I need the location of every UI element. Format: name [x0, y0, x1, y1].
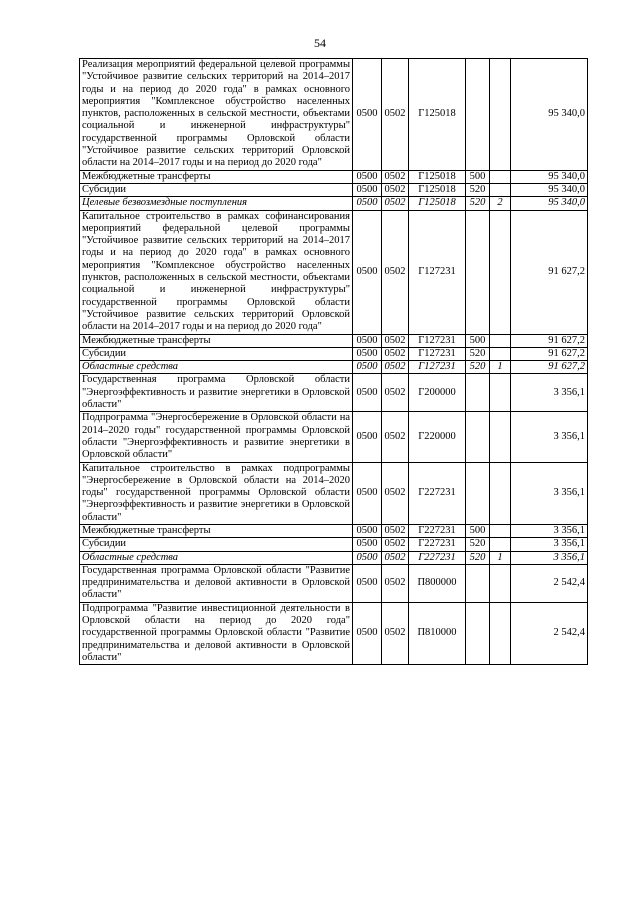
row-expense-type — [466, 564, 490, 602]
row-kosgu — [490, 564, 511, 602]
row-expense-type: 520 — [466, 361, 490, 374]
row-kosgu — [490, 210, 511, 334]
row-target-article: Г125018 — [409, 183, 466, 196]
row-name: Межбюджетные трансферты — [80, 334, 353, 347]
row-target-article: Г125018 — [409, 197, 466, 210]
row-expense-type — [466, 412, 490, 462]
table-row — [80, 551, 588, 564]
row-sum: 91 627,2 — [511, 334, 588, 347]
row-name: Субсидии — [80, 538, 353, 551]
row-expense-type: 520 — [466, 538, 490, 551]
row-sum: 91 627,2 — [511, 347, 588, 360]
row-expense-type: 500 — [466, 170, 490, 183]
row-kosgu — [490, 602, 511, 664]
row-expense-type: 500 — [466, 524, 490, 537]
table-row — [80, 334, 588, 347]
row-expense-type — [466, 602, 490, 664]
row-sum: 3 356,1 — [511, 374, 588, 412]
row-kosgu — [490, 170, 511, 183]
row-kosgu — [490, 334, 511, 347]
row-sum: 3 356,1 — [511, 538, 588, 551]
row-target-article: Г227231 — [409, 551, 466, 564]
row-subsection: 0502 — [382, 197, 409, 210]
row-kosgu — [490, 347, 511, 360]
table-row — [80, 564, 588, 602]
row-name: Подпрограмма "Развитие инвестиционной деятельности в Орловской области на период до 2020 года" государственной программы Орловской области "Развитие предпринимательства и деловой активности в Орловской области" — [80, 602, 353, 664]
row-section: 0500 — [353, 183, 382, 196]
table-row — [80, 524, 588, 537]
row-section: 0500 — [353, 538, 382, 551]
row-expense-type — [466, 462, 490, 524]
row-subsection: 0502 — [382, 551, 409, 564]
row-name: Областные средства — [80, 361, 353, 374]
row-section: 0500 — [353, 347, 382, 360]
row-sum: 3 356,1 — [511, 524, 588, 537]
row-sum: 95 340,0 — [511, 197, 588, 210]
row-target-article: Г127231 — [409, 334, 466, 347]
row-target-article: Г127231 — [409, 361, 466, 374]
row-expense-type: 520 — [466, 197, 490, 210]
row-expense-type — [466, 210, 490, 334]
row-expense-type: 500 — [466, 334, 490, 347]
row-subsection: 0502 — [382, 602, 409, 664]
row-name: Субсидии — [80, 183, 353, 196]
page-number: 54 — [314, 36, 326, 50]
row-kosgu — [490, 412, 511, 462]
row-name: Межбюджетные трансферты — [80, 170, 353, 183]
row-name: Государственная программа Орловской области "Энергоэффективность и развитие энергетики в Орловской области" — [80, 374, 353, 412]
row-sum: 95 340,0 — [511, 59, 588, 171]
row-section: 0500 — [353, 551, 382, 564]
row-expense-type — [466, 59, 490, 171]
row-kosgu — [490, 538, 511, 551]
row-kosgu — [490, 59, 511, 171]
row-subsection: 0502 — [382, 334, 409, 347]
table-row — [80, 374, 588, 412]
row-section: 0500 — [353, 59, 382, 171]
row-name: Целевые безвозмездные поступления — [80, 197, 353, 210]
row-section: 0500 — [353, 564, 382, 602]
table-row — [80, 210, 588, 334]
row-section: 0500 — [353, 462, 382, 524]
row-target-article: Г200000 — [409, 374, 466, 412]
row-subsection: 0502 — [382, 183, 409, 196]
row-name: Подпрограмма "Энергосбережение в Орловской области на 2014–2020 годы" государственной программы Орловской области "Энергоэффективность и развитие энергетики в Орловской области" — [80, 412, 353, 462]
row-sum: 2 542,4 — [511, 564, 588, 602]
row-target-article: Г227231 — [409, 462, 466, 524]
table-row — [80, 183, 588, 196]
row-sum: 95 340,0 — [511, 183, 588, 196]
row-kosgu: 1 — [490, 551, 511, 564]
row-target-article: Г125018 — [409, 170, 466, 183]
row-name: Реализация мероприятий федеральной целевой программы "Устойчивое развитие сельских территорий на 2014–2017 годы и на период до 2020 года" в рамках основного мероприятия "Комплексное обустройство населенных пунктов, расположенных в сельской местности, объектами социальной и инженерной инфраструктуры" государственной программы Орловской области "Устойчивое развитие сельских территорий Орловской области на 2014–2017 годы и на период до 2020 года" — [80, 59, 353, 171]
table-row — [80, 462, 588, 524]
row-sum: 91 627,2 — [511, 210, 588, 334]
row-subsection: 0502 — [382, 210, 409, 334]
row-sum: 3 356,1 — [511, 551, 588, 564]
row-subsection: 0502 — [382, 59, 409, 171]
row-section: 0500 — [353, 412, 382, 462]
row-kosgu: 2 — [490, 197, 511, 210]
row-section: 0500 — [353, 602, 382, 664]
row-subsection: 0502 — [382, 538, 409, 551]
table-row — [80, 347, 588, 360]
row-kosgu: 1 — [490, 361, 511, 374]
row-name: Межбюджетные трансферты — [80, 524, 353, 537]
table-row — [80, 59, 588, 171]
row-expense-type: 520 — [466, 551, 490, 564]
row-section: 0500 — [353, 197, 382, 210]
row-section: 0500 — [353, 361, 382, 374]
row-expense-type: 520 — [466, 347, 490, 360]
row-target-article: Г125018 — [409, 59, 466, 171]
row-name: Государственная программа Орловской области "Развитие предпринимательства и деловой активности в Орловской области" — [80, 564, 353, 602]
row-subsection: 0502 — [382, 524, 409, 537]
row-subsection: 0502 — [382, 170, 409, 183]
row-section: 0500 — [353, 524, 382, 537]
row-target-article: П810000 — [409, 602, 466, 664]
row-subsection: 0502 — [382, 564, 409, 602]
row-target-article: Г227231 — [409, 524, 466, 537]
row-target-article: Г127231 — [409, 347, 466, 360]
row-section: 0500 — [353, 170, 382, 183]
row-target-article: П800000 — [409, 564, 466, 602]
row-sum: 3 356,1 — [511, 412, 588, 462]
row-section: 0500 — [353, 374, 382, 412]
row-kosgu — [490, 374, 511, 412]
row-section: 0500 — [353, 210, 382, 334]
budget-table — [79, 58, 588, 665]
row-sum: 3 356,1 — [511, 462, 588, 524]
row-name: Областные средства — [80, 551, 353, 564]
row-subsection: 0502 — [382, 462, 409, 524]
row-kosgu — [490, 183, 511, 196]
table-row — [80, 538, 588, 551]
row-subsection: 0502 — [382, 412, 409, 462]
table-row — [80, 602, 588, 664]
row-target-article: Г127231 — [409, 210, 466, 334]
row-target-article: Г220000 — [409, 412, 466, 462]
row-subsection: 0502 — [382, 361, 409, 374]
table-row — [80, 412, 588, 462]
row-sum: 95 340,0 — [511, 170, 588, 183]
row-name: Капитальное строительство в рамках софинансирования мероприятий федеральной целевой программы "Устойчивое развитие сельских территорий на 2014–2017 годы и на период до 2020 года" в рамках основного мероприятия "Комплексное обустройство населенных пунктов, расположенных в сельской местности, объектами социальной и инженерной инфраструктуры" государственной программы Орловской области "Устойчивое развитие сельских территорий Орловской области на 2014–2017 годы и на период до 2020 года" — [80, 210, 353, 334]
table-row — [80, 170, 588, 183]
row-kosgu — [490, 524, 511, 537]
row-kosgu — [490, 462, 511, 524]
table-row — [80, 197, 588, 210]
row-name: Субсидии — [80, 347, 353, 360]
row-subsection: 0502 — [382, 347, 409, 360]
row-section: 0500 — [353, 334, 382, 347]
row-subsection: 0502 — [382, 374, 409, 412]
table-row — [80, 361, 588, 374]
row-sum: 91 627,2 — [511, 361, 588, 374]
row-expense-type — [466, 374, 490, 412]
row-sum: 2 542,4 — [511, 602, 588, 664]
row-target-article: Г227231 — [409, 538, 466, 551]
row-name: Капитальное строительство в рамках подпрограммы "Энергосбережение в Орловской области на 2014–2020 годы" государственной программы Орловской области "Энергоэффективность и развитие энергетики в Орловской области" — [80, 462, 353, 524]
row-expense-type: 520 — [466, 183, 490, 196]
